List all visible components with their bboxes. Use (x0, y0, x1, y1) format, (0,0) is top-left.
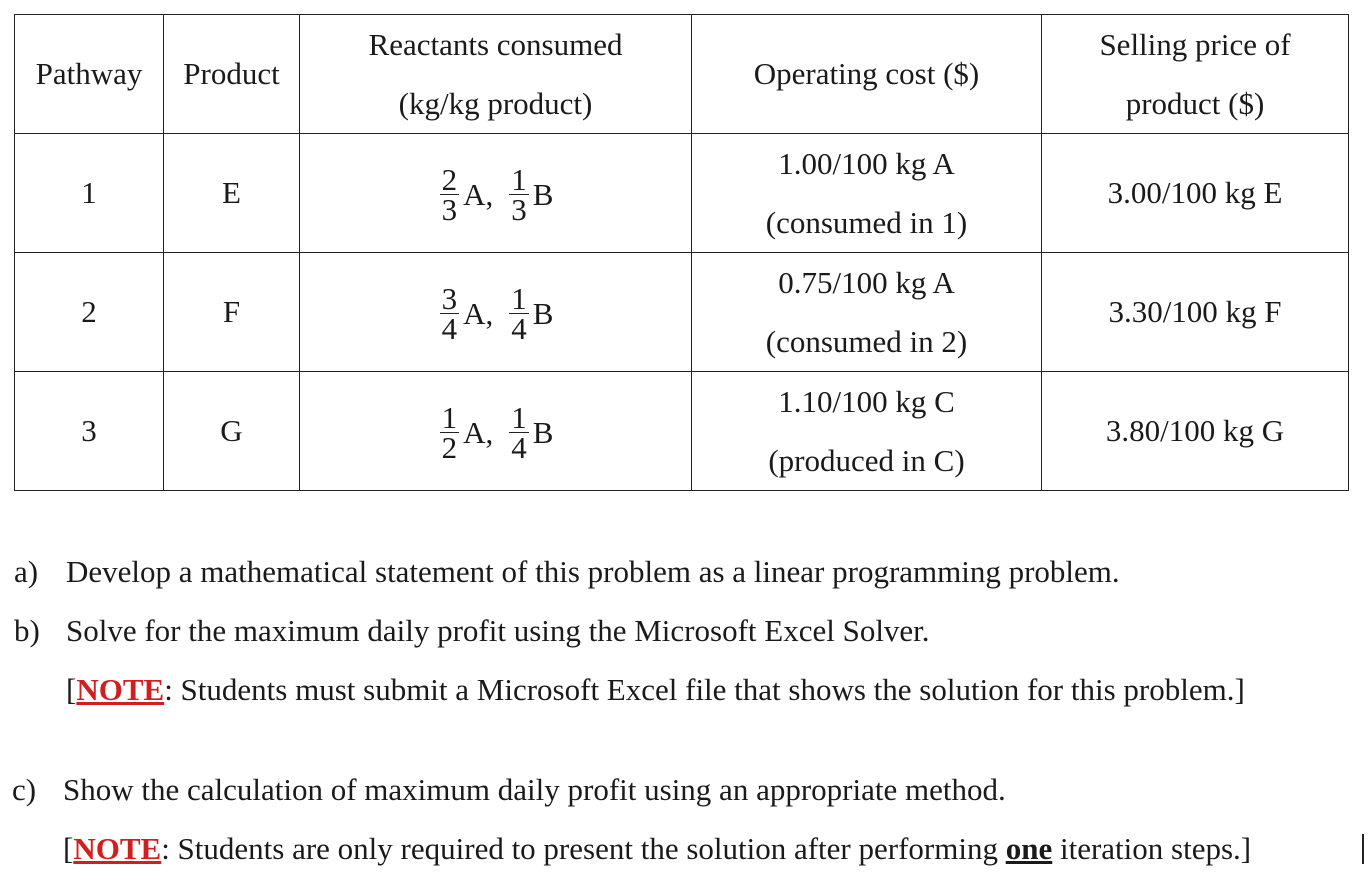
question-c-label: c) (12, 772, 37, 807)
cell-product: F (164, 253, 300, 372)
cell-pathway: 1 (15, 134, 164, 253)
question-b-note (66, 672, 1245, 708)
reactant-group (438, 281, 554, 346)
table-row (15, 253, 1349, 372)
fraction (440, 400, 460, 465)
cost-line2: (consumed in 2) (765, 324, 968, 359)
cost-line1: 0.75/100 kg A (778, 265, 955, 300)
fraction-denominator: 3 (511, 192, 527, 227)
header-pathway: Pathway (15, 15, 164, 134)
cost-line2: (consumed in 1) (765, 205, 968, 240)
cell-selling-price: 3.80/100 kg G (1042, 372, 1349, 491)
fraction (509, 281, 529, 346)
cell-product: G (164, 372, 300, 491)
note-bracket: [ (63, 831, 74, 866)
fraction-numerator: 1 (511, 162, 527, 197)
header-reactants-line1: Reactants consumed (368, 27, 623, 62)
header-selling-line2: product ($) (1125, 86, 1265, 121)
reactant-symbol: A, (463, 176, 494, 212)
table-row (15, 134, 1349, 253)
header-selling-line1: Selling price of (1099, 27, 1291, 62)
header-selling-price (1042, 15, 1349, 134)
text-cursor (1362, 834, 1364, 864)
fraction-numerator: 1 (441, 400, 458, 435)
cell-operating-cost (692, 253, 1042, 372)
question-b-text: Solve for the maximum daily profit using the Microsoft Excel Solver. (66, 613, 930, 648)
note-bracket: [ (66, 672, 77, 707)
fraction (509, 400, 529, 465)
cost-line1: 1.10/100 kg C (778, 384, 955, 419)
cost-line1: 1.00/100 kg A (778, 146, 955, 181)
cell-selling-price: 3.30/100 kg F (1042, 253, 1349, 372)
reactant-symbol: B (532, 176, 554, 212)
note-text-end: iteration steps.] (1052, 831, 1252, 866)
reactant-symbol: B (532, 414, 554, 450)
reactant-group (438, 162, 554, 227)
fraction-denominator: 4 (511, 311, 527, 346)
fraction-denominator: 4 (441, 311, 458, 346)
cell-reactants (300, 253, 692, 372)
note-text: : Students are only required to present the solution after performing (161, 831, 1006, 866)
fraction-numerator: 2 (441, 162, 458, 197)
cell-selling-price: 3.00/100 kg E (1042, 134, 1349, 253)
data-table (14, 14, 1349, 491)
question-c-text: Show the calculation of maximum daily profit using an appropriate method. (63, 772, 1006, 807)
question-c-note (63, 831, 1251, 867)
cell-pathway: 3 (15, 372, 164, 491)
cell-reactants (300, 372, 692, 491)
cell-operating-cost (692, 372, 1042, 491)
reactant-symbol: A, (463, 295, 494, 331)
reactant-symbol: A, (463, 414, 494, 450)
note-label: NOTE (73, 831, 162, 866)
header-reactants (300, 15, 692, 134)
fraction-denominator: 3 (441, 192, 458, 227)
header-product: Product (164, 15, 300, 134)
table-row (15, 372, 1349, 491)
note-text: : Students must submit a Microsoft Excel file that shows the solution for this problem.] (164, 672, 1245, 707)
cell-operating-cost (692, 134, 1042, 253)
note-emphasis: one (1005, 831, 1053, 866)
cell-pathway: 2 (15, 253, 164, 372)
fraction (440, 281, 460, 346)
question-b-label: b) (14, 613, 40, 648)
fraction (509, 162, 529, 227)
fraction-denominator: 2 (441, 430, 458, 465)
note-label: NOTE (76, 672, 165, 707)
fraction (440, 162, 460, 227)
fraction-numerator: 3 (441, 281, 458, 316)
cost-line2: (produced in C) (768, 443, 965, 478)
fraction-denominator: 4 (511, 430, 527, 465)
reactant-group (438, 400, 554, 465)
question-a-text: Develop a mathematical statement of this problem as a linear programming problem. (66, 554, 1120, 589)
fraction-numerator: 1 (511, 400, 527, 435)
fraction-numerator: 1 (511, 281, 527, 316)
cell-reactants (300, 134, 692, 253)
question-a-label: a) (14, 554, 39, 589)
reactant-symbol: B (532, 295, 554, 331)
header-operating-cost: Operating cost ($) (692, 15, 1042, 134)
cell-product: E (164, 134, 300, 253)
table-header-row (15, 15, 1349, 134)
header-reactants-line2: (kg/kg product) (398, 86, 593, 121)
